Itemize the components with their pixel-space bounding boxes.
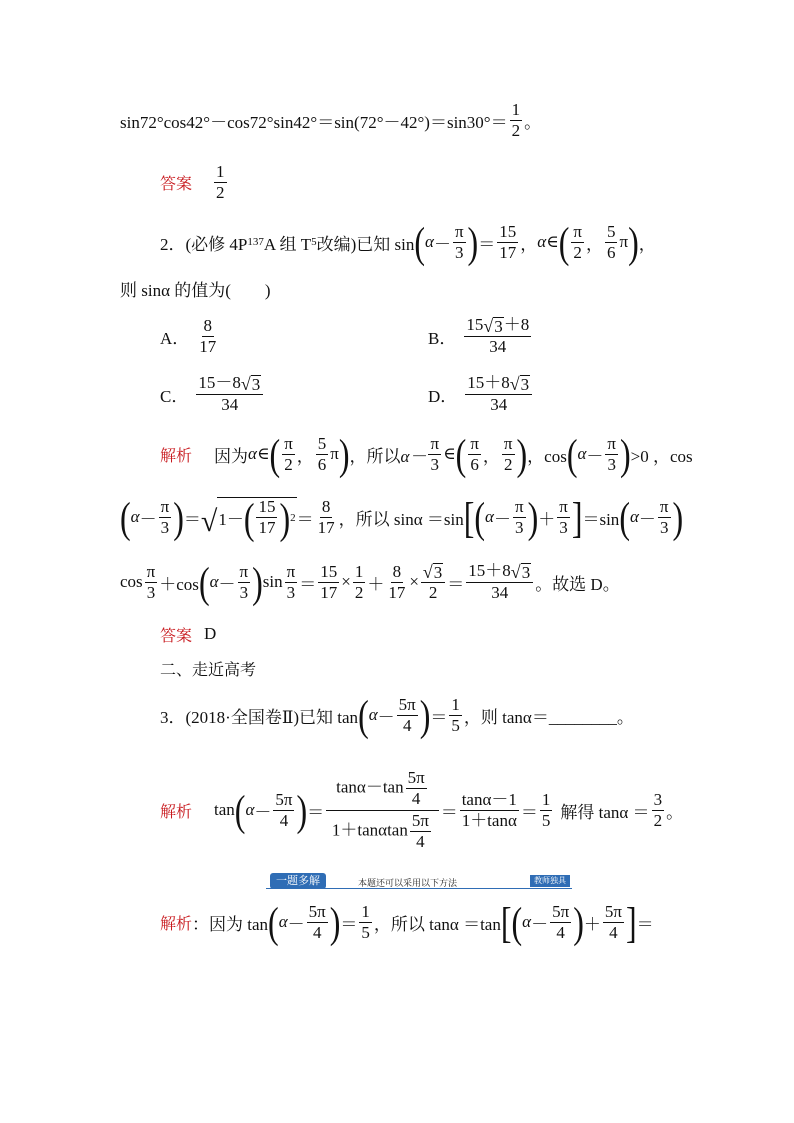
- question-2-line-2: 则 sinα 的值为( ): [120, 280, 271, 300]
- answer-label: 答案: [160, 173, 193, 193]
- question-3: 3．(2018·全国卷Ⅱ)已知 tan ( α － $\frac{5\pi}{4}$ ) ＝ $\frac{1}{5}$ ，则 tanα＝________。: [160, 690, 634, 740]
- fraction-one-half: $\frac{1}{2}$: [511, 99, 521, 140]
- question-2: 2．(必修 4P 137 A 组 T 5 改编)已知 sin ( α － $\frac{\pi}{3}$ ) ＝ $\frac{15}{17}$ ， α∈ ( $\frac{\pi}{2}$ ， $\frac{5}{6}$ π ) ，: [160, 217, 656, 267]
- option-c[interactable]: C． 15－8 √ 3 34: [160, 374, 265, 414]
- banner-badge: 教师独具: [530, 875, 570, 887]
- solution-2-line-1: 解析 因为 α∈ ( $\frac{\pi}{2}$ ， $\frac{5}{6}$ π ) ，所以 α－ $\frac{\pi}{3}$ ∈ ( $\frac{\pi}{6}$ ， $\frac{\pi}{2}$ ) ，cos ( α － $\frac{\pi}{3}$ ) >0 ，cos: [160, 429, 693, 479]
- banner-caption: 本题还可以采用以下方法: [358, 879, 458, 889]
- line-sin-identity: sin72°cos42°－cos72°sin42°＝sin(72°－42°)＝sin30°＝ $\frac{1}{2}$ 。: [120, 99, 542, 140]
- multi-solution-banner: [266, 873, 572, 891]
- option-d[interactable]: D． 15＋8 √ 3 34: [428, 374, 534, 414]
- answer-line-1: [160, 162, 229, 202]
- solution-3-alt: 解析 ：因为 tan ( α － $\frac{5\pi}{4}$ ) ＝ $\frac{1}{5}$ ，所以 tanα ＝tan [ ( α － $\frac{5\pi}{4}$ ) ＋ $\frac{5\pi}{4}$ ] ＝: [160, 897, 654, 947]
- answer-fraction: $\frac{1}{2}$: [216, 161, 225, 202]
- option-a[interactable]: A． $\frac{8}{17}$: [160, 315, 217, 356]
- solution-2-line-2: ( α － $\frac{\pi}{3}$ ) ＝ √ 1－ ( $\frac{15}{17}$ ) 2 ＝ $\frac{8}{17}$ ，所以 sinα ＝sin [ ( α － $\frac{\pi}{3}$ ) ＋ $\frac{\pi}{3}$ ] ＝sin ( α － $\frac{\pi}{3}$ ): [120, 492, 684, 542]
- banner-tag: 一题多解: [270, 873, 326, 889]
- solution-2-line-3: cos $\frac{\pi}{3}$ ＋cos ( α － $\frac{\pi}{3}$ ) sin $\frac{\pi}{3}$ ＝ $\frac{15}{17}$ × $\frac{1}{2}$ ＋ $\frac{8}{17}$ × √ 3 2 ＝ 15＋8 √ 3 34 。故选 D。: [120, 557, 620, 607]
- section-heading: 二、走近高考: [160, 659, 257, 679]
- expr-sin-difference: sin72°cos42°－cos72°sin42°＝sin(72°－42°)＝sin30°＝: [120, 112, 508, 132]
- answer-line-2: 答案 D: [160, 624, 217, 645]
- solution-3: 解析 tan ( α － $\frac{5\pi}{4}$ ) ＝ tanα－tan $\frac{5\pi}{4}$ 1＋tanαtan $\frac{5\pi}{4}$ ＝ $\frac{\tan\alpha-1}{1+\tan\alpha}$ ＝ $\frac{1}{5}$ 解得 tanα ＝ $\frac{3}{2}$ 。: [160, 768, 684, 851]
- option-b[interactable]: B． 15 √ 3 ＋8 34: [428, 314, 530, 357]
